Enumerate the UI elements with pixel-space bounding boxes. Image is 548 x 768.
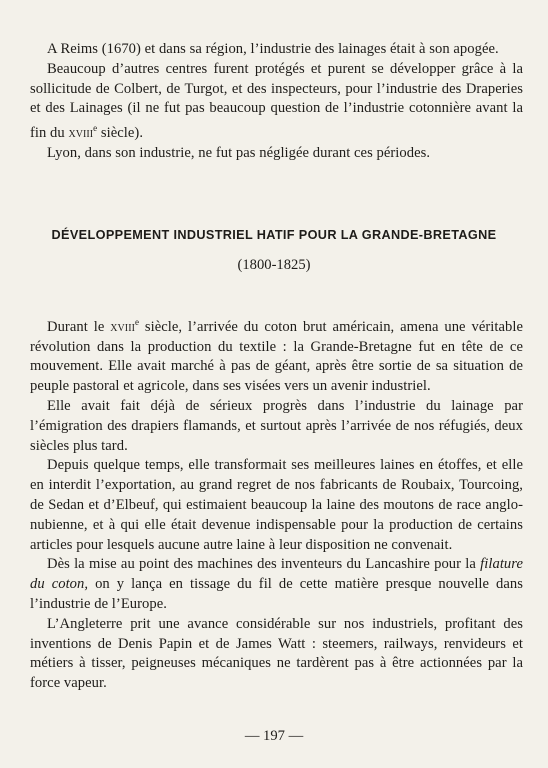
section-body (30, 313, 523, 694)
paragraph: Depuis quelque temps, elle transformait ses meilleures laines en étoffes, et elle en interdit l’exportation, au grand regret de nos fabricants de Roubaix, Tourcoing, de Sedan et d’Elbeuf, qui estimaient beaucoup la laine des moutons de race anglo-nubienne, et à qui elle était devenue indispensable pour la production de certains articles pour lesquels aucune autre laine à leur disposition ne convenait. (30, 457, 523, 553)
intro-text (30, 40, 523, 164)
section-dates: (1800-1825) (237, 257, 311, 273)
paragraph: A Reims (1670) et dans sa région, l’industrie des lainages était à son apogée. (47, 41, 499, 57)
paragraph: Lyon, dans son industrie, ne fut pas négligée durant ces périodes. (47, 144, 431, 161)
superscript: e (134, 317, 139, 327)
page-number: — 197 — (244, 728, 304, 744)
paragraph: L’Angleterre prit une avance considérable sur nos industriels, profitant des inventions de Denis Papin et de James Watt : steemers, railways, renvideurs et métiers à tisser, peigneuses mécaniques ne tardèrent pas à être actionnées par la force vapeur. (30, 615, 523, 692)
paragraph: Beaucoup d’autres centres furent protégés et purent se développer grâce à la sollicitude de Colbert, de Turgot, et des inspecteurs, pour l’industrie des Draperies et des Lainages (il ne fut pas beaucoup question de l’industrie cotonnière avant la fin du xviii$^e$ siècle). (30, 60, 523, 142)
paragraph: Elle avait fait déjà de sérieux progrès dans l’industrie du lainage par l’émigration des drapiers flamands, et surtout après l’arrivée de nos réfugiés, deux siècles plus tard. (30, 398, 523, 454)
paragraph: Dès la mise au point des machines des inventeurs du Lancashire pour la filature du coton, on y lança en tissage du fil de cette matière presque nouvelle dans l’industrie de l’Europe. (30, 556, 524, 613)
section-heading: DÉVELOPPEMENT INDUSTRIEL HATIF POUR LA GRANDE-BRETAGNE (51, 228, 497, 242)
century-numeral: xviii (110, 318, 135, 335)
century-numeral: xviii (68, 125, 94, 142)
italic-term: filature du coton, (30, 556, 523, 593)
superscript: e (93, 123, 98, 134)
paragraph: Durant le xviii$^e$ siècle, l’arrivée du coton brut américain, amena une véritable révolution dans la production du textile : la Grande-Bretagne fut en tête de ce mouvement. Elle avait marché à pas de géant, après être sortie de sa situation de peuple pastoral et agricole, dans ses visées vers un avenir industriel. (30, 317, 523, 395)
